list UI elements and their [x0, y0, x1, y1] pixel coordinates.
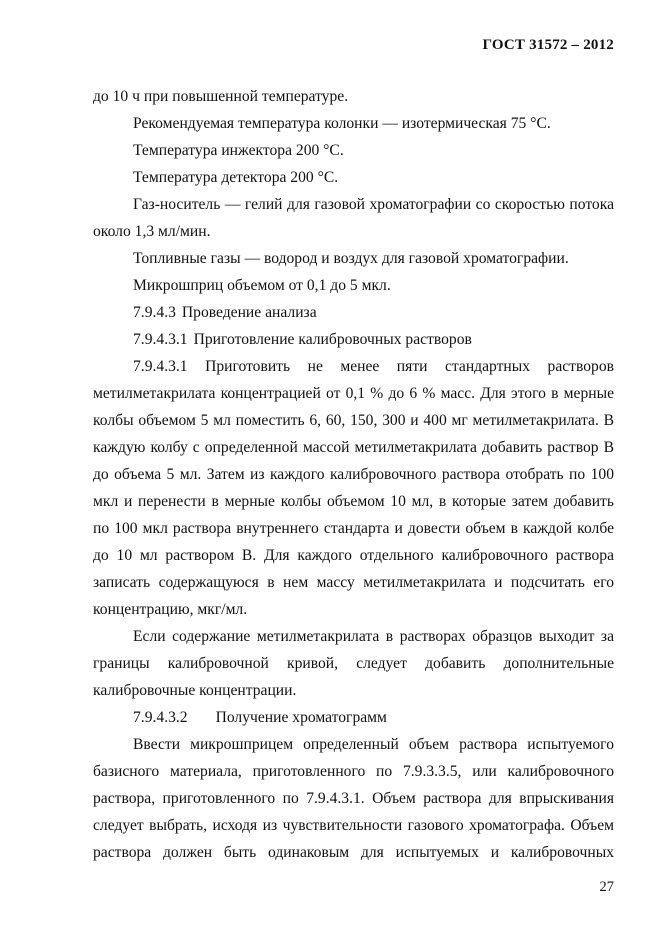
text-line: 7.9.4.3.1 Приготовить не менее пяти стандартных растворов	[133, 358, 614, 375]
text-line: границы калибровочной кривой, следует добавить дополнительные	[93, 655, 614, 672]
section-number: 7.9.4.3.2	[133, 709, 188, 726]
section-heading-79432	[133, 708, 614, 728]
section-heading-79431	[133, 330, 614, 350]
section-title: Получение хроматограмм	[215, 709, 387, 726]
text-line: около 1,3 мл/мин.	[93, 223, 211, 240]
text-line: раствора, приготовленного по 7.9.4.3.1. Объем раствора для впрыскивания	[93, 790, 614, 807]
text-line: Температура инжектора 200 °С.	[133, 142, 344, 159]
text-line: Газ-носитель — гелий для газовой хроматографии со скоростью потока	[133, 196, 614, 213]
text-line: каждую колбу с определенной массой метилметакрилата добавить раствор В	[93, 439, 614, 456]
section-title: Приготовление калибровочных растворов	[193, 331, 472, 348]
text-line: Рекомендуемая температура колонки — изотермическая 75 °С.	[133, 115, 551, 132]
text-line: Топливные газы — водород и воздух для газовой хроматографии.	[133, 250, 569, 267]
text-line: Если содержание метилметакрилата в растворах образцов выходит за	[133, 628, 614, 645]
text-line: Температура детектора 200 °С.	[133, 169, 339, 186]
text-line: концентрацию, мкг/мл.	[93, 601, 248, 618]
text-line: по 100 мкл раствора внутреннего стандарта и довести объем в каждой колбе	[93, 520, 614, 537]
text-line: мкл и перенести в мерные колбы объемом 10 мл, в которые затем добавить	[93, 493, 614, 510]
text-line: колбы объемом 5 мл поместить 6, 60, 150, 300 и 400 мг метилметакрилата. В	[93, 412, 614, 429]
section-title: Проведение анализа	[181, 304, 317, 321]
text-line: до объема 5 мл. Затем из каждого калибровочного раствора отобрать по 100	[93, 466, 614, 483]
text-line: следует выбрать, исходя из чувствительности газового хроматографа. Объем	[93, 817, 614, 834]
text-line: записать содержащуюся в нем массу метилметакрилата и подсчитать его	[93, 574, 614, 591]
text-line: Микрошприц объемом от 0,1 до 5 мкл.	[133, 277, 391, 294]
document-header-code: ГОСТ 31572 – 2012	[482, 37, 614, 53]
text-line: раствора должен быть одинаковым для испытуемых и калибровочных	[93, 844, 614, 861]
section-number: 7.9.4.3	[133, 304, 176, 321]
text-line: калибровочные концентрации.	[93, 682, 297, 699]
text-line: Ввести микрошприцем определенный объем раствора испытуемого	[133, 736, 614, 753]
page-number: 27	[599, 879, 614, 895]
text-line: до 10 ч при повышенной температуре.	[93, 88, 349, 105]
text-line: до 10 мл раствором В. Для каждого отдельного калибровочного раствора	[93, 547, 614, 564]
text-line: метилметакрилата концентрацией от 0,1 % до 6 % масс. Для этого в мерные	[93, 385, 614, 402]
section-heading-7943	[133, 303, 614, 323]
section-number: 7.9.4.3.1	[133, 331, 188, 348]
text-line: базисного материала, приготовленного по 7.9.3.3.5, или калибровочного	[93, 763, 614, 780]
